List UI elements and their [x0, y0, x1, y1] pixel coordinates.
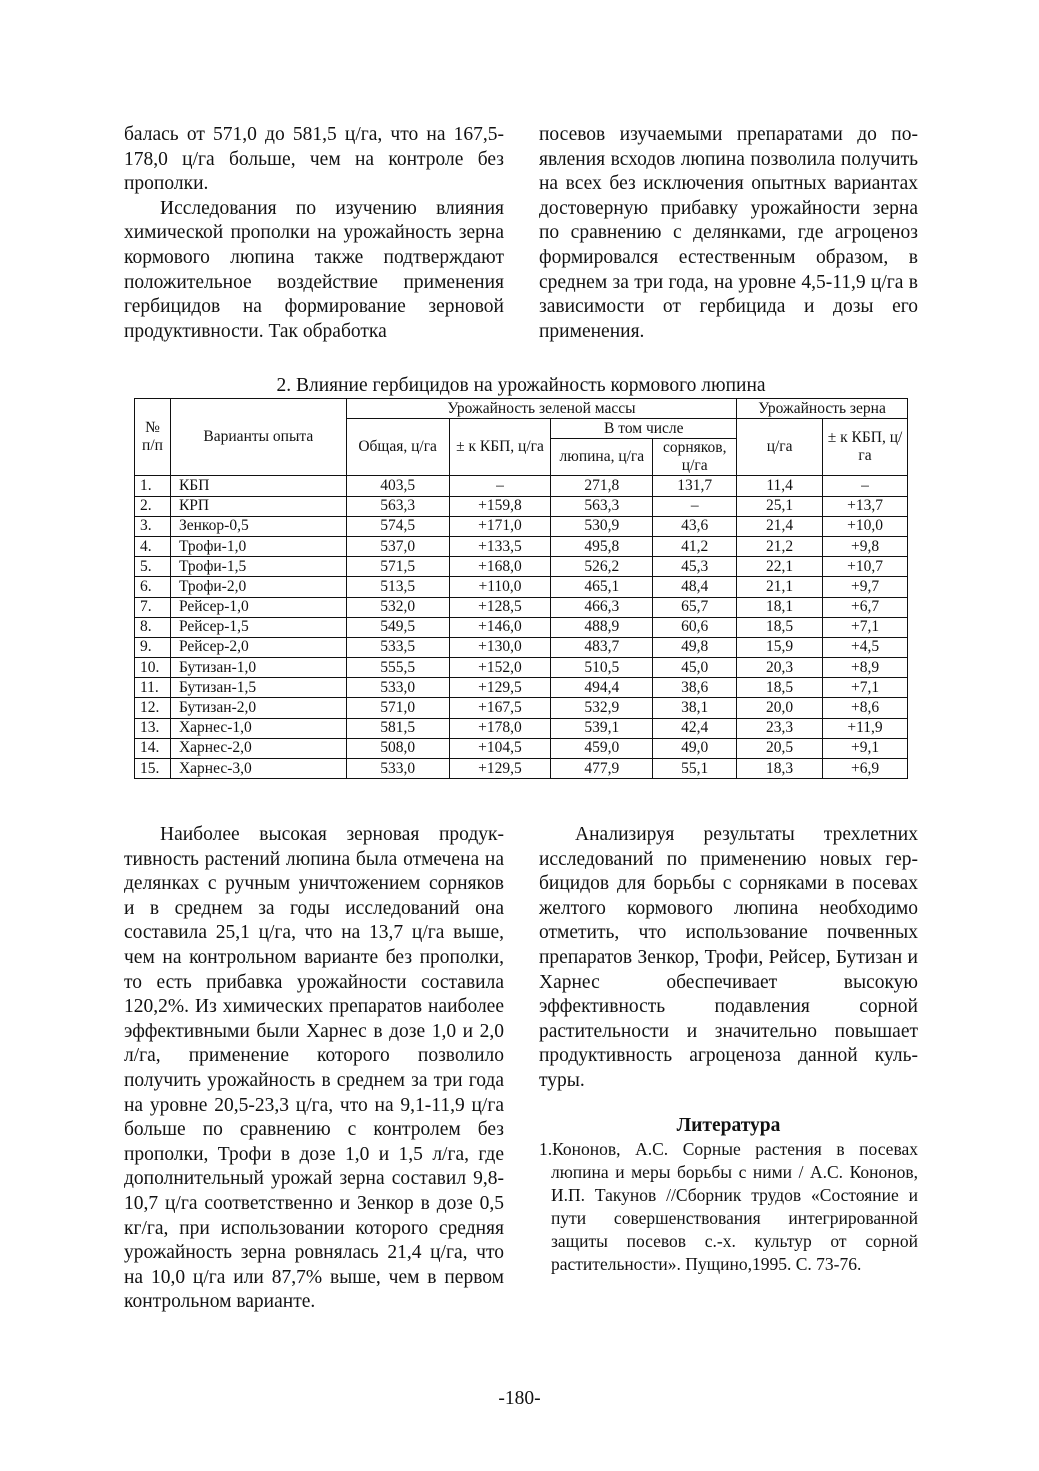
paragraph: посевов изучаемыми препаратами до появления всходов люпина позволила получить на всех без исключения опытных вариантах достоверную прибавку урожайности зерна по сравнению с делянками, где агроценоз формировался естественным образом, в среднем за три года, на уровне 4,5-11,9 ц/га в зависимости от гербицида и дозы его применения.: [539, 124, 918, 342]
table-cell: 42,4: [653, 718, 737, 738]
header-grain: Урожайность зерна: [737, 399, 908, 419]
table-cell: Бутизан-1,0: [170, 658, 346, 678]
table-row: [135, 658, 908, 678]
table-cell: 574,5: [346, 516, 449, 536]
table-cell: 12.: [135, 698, 171, 718]
header-including: В том числе: [551, 419, 737, 439]
table-cell: Рейсер-1,5: [170, 617, 346, 637]
table-cell: Харнес-3,0: [170, 759, 346, 779]
table-cell: 20,0: [737, 698, 823, 718]
table-body: [135, 476, 908, 779]
table-cell: 41,2: [653, 536, 737, 556]
table-cell: Харнес-2,0: [170, 738, 346, 758]
table-cell: +10,0: [823, 516, 908, 536]
table-cell: 571,0: [346, 698, 449, 718]
paragraph: Исследования по изучению влияния химической прополки на урожайность зерна кормового люпина также подтверждают положительное воздействие применения гербицидов на формирование зерновой продуктивности. Так обработка: [124, 197, 504, 342]
table-row: [135, 536, 908, 556]
table-cell: 60,6: [653, 617, 737, 637]
table-cell: 4.: [135, 536, 171, 556]
table-cell: 526,2: [551, 557, 653, 577]
table-cell: 49,0: [653, 738, 737, 758]
table-cell: 10.: [135, 658, 171, 678]
reference-item: 1.Кононов, А.С. Сорные растения в посевах люпина и меры борьбы с ними / А.С. Кононов, И.П. Такунов //Сборник трудов «Состояние и пути совершенствования интегрированной защиты посевов с.-х. культур от сорной растительности». Пущино,1995. С. 73-76.: [539, 1139, 918, 1275]
table-cell: Рейсер-2,0: [170, 637, 346, 657]
table-cell: 8.: [135, 617, 171, 637]
table-cell: 15,9: [737, 637, 823, 657]
table-cell: 483,7: [551, 637, 653, 657]
table-cell: 1.: [135, 476, 171, 496]
table-cell: +7,1: [823, 678, 908, 698]
table-cell: +9,8: [823, 536, 908, 556]
table-row: [135, 557, 908, 577]
table-row: [135, 637, 908, 657]
table-cell: 2.: [135, 496, 171, 516]
table-cell: 271,8: [551, 476, 653, 496]
table-cell: 510,5: [551, 658, 653, 678]
table-cell: +146,0: [449, 617, 551, 637]
table-cell: –: [823, 476, 908, 496]
table-cell: 20,5: [737, 738, 823, 758]
table-cell: 13.: [135, 718, 171, 738]
table-cell: 533,0: [346, 678, 449, 698]
table-cell: 513,5: [346, 577, 449, 597]
table-cell: +129,5: [449, 759, 551, 779]
table-cell: 563,3: [346, 496, 449, 516]
table-cell: 9.: [135, 637, 171, 657]
table-cell: +11,9: [823, 718, 908, 738]
table-caption: 2. Влияние гербицидов на урожайность кормового люпина: [276, 375, 766, 396]
table-row: [135, 678, 908, 698]
table-cell: 48,4: [653, 577, 737, 597]
table-cell: +9,7: [823, 577, 908, 597]
table-cell: 131,7: [653, 476, 737, 496]
table-cell: 533,0: [346, 759, 449, 779]
table-row: [135, 718, 908, 738]
results-table: [134, 398, 908, 779]
table-cell: 494,4: [551, 678, 653, 698]
table-cell: 38,1: [653, 698, 737, 718]
table-cell: 508,0: [346, 738, 449, 758]
table-cell: +8,6: [823, 698, 908, 718]
table-cell: 571,5: [346, 557, 449, 577]
table-cell: +167,5: [449, 698, 551, 718]
header-diff: ± к КБП, ц/га: [449, 419, 551, 476]
table-row: [135, 577, 908, 597]
table-cell: 532,9: [551, 698, 653, 718]
table-cell: +110,0: [449, 577, 551, 597]
table-cell: 539,1: [551, 718, 653, 738]
table-cell: +4,5: [823, 637, 908, 657]
paragraph: Наиболее высокая зерновая продуктивность растений люпина была отмечена на делянках с ручным уничтожением сорняков и в среднем за годы исследований она составила 25,1 ц/га, что на 13,7 ц/га выше, чем на контрольном варианте без прополки, то есть прибавка урожайности составила 120,2%. Из химических препаратов наиболее эффективными были Харнес в дозе 1,0 и 2,0 л/га, применение которого позволило получить урожайность в среднем за три года на уровне 20,5-23,3 ц/га, что на 9,1-11,9 ц/га больше по сравнению с контролем без прополки, Трофи в дозе 1,0 и 1,5 л/га, где дополнительный урожай зерна составил 9,8-10,7 ц/га соответственно и Зенкор в дозе 0,5 кг/га, при использовании которого средняя урожайность зерна ровнялась 21,4 ц/га, что на 10,0 ц/га или 87,7% выше, чем в первом контрольном варианте.: [124, 824, 504, 1313]
table-cell: 18,5: [737, 678, 823, 698]
table-cell: 5.: [135, 557, 171, 577]
table-cell: 563,3: [551, 496, 653, 516]
table-cell: +159,8: [449, 496, 551, 516]
table-cell: 488,9: [551, 617, 653, 637]
table-row: [135, 476, 908, 496]
table-cell: 466,3: [551, 597, 653, 617]
table-row: [135, 759, 908, 779]
table-cell: 465,1: [551, 577, 653, 597]
table-cell: 549,5: [346, 617, 449, 637]
table-cell: 21,1: [737, 577, 823, 597]
table-cell: 18,1: [737, 597, 823, 617]
table-cell: 533,5: [346, 637, 449, 657]
paragraph: балась от 571,0 до 581,5 ц/га, что на 167,5-178,0 ц/га больше, чем на контроле без прополки.: [124, 124, 504, 195]
table-cell: +130,0: [449, 637, 551, 657]
header-weeds: сорняков, ц/га: [653, 439, 737, 476]
table-cell: 15.: [135, 759, 171, 779]
table-cell: КБП: [170, 476, 346, 496]
header-lupin: люпина, ц/га: [551, 439, 653, 476]
table-cell: 45,3: [653, 557, 737, 577]
header-number: № п/п: [135, 399, 171, 476]
table-cell: 55,1: [653, 759, 737, 779]
header-green-mass: Урожайность зеленой массы: [346, 399, 736, 419]
table-row: [135, 698, 908, 718]
table-cell: 530,9: [551, 516, 653, 536]
table-cell: 555,5: [346, 658, 449, 678]
table-cell: Трофи-2,0: [170, 577, 346, 597]
table-cell: Трофи-1,0: [170, 536, 346, 556]
table-cell: 11.: [135, 678, 171, 698]
table-cell: –: [449, 476, 551, 496]
table-cell: +168,0: [449, 557, 551, 577]
table-cell: 45,0: [653, 658, 737, 678]
table-cell: 22,1: [737, 557, 823, 577]
table-cell: 21,4: [737, 516, 823, 536]
table-cell: Зенкор-0,5: [170, 516, 346, 536]
table-row: [135, 738, 908, 758]
table-cell: 21,2: [737, 536, 823, 556]
references-title: Литература: [676, 1114, 781, 1136]
bottom-left-column: [124, 823, 504, 1315]
table-cell: 20,3: [737, 658, 823, 678]
table-cell: Трофи-1,5: [170, 557, 346, 577]
table-cell: КРП: [170, 496, 346, 516]
table-row: [135, 496, 908, 516]
table-row: [135, 617, 908, 637]
table-cell: 537,0: [346, 536, 449, 556]
table-cell: 23,3: [737, 718, 823, 738]
table-cell: 532,0: [346, 597, 449, 617]
table-cell: 11,4: [737, 476, 823, 496]
table-cell: 6.: [135, 577, 171, 597]
table-cell: +6,9: [823, 759, 908, 779]
table-cell: +13,7: [823, 496, 908, 516]
table-cell: 477,9: [551, 759, 653, 779]
table-cell: +152,0: [449, 658, 551, 678]
table-cell: +171,0: [449, 516, 551, 536]
top-right-column: [539, 123, 918, 344]
table-cell: +178,0: [449, 718, 551, 738]
header-grain-diff: ± к КБП, ц/га: [823, 419, 908, 476]
table-row: [135, 516, 908, 536]
table-cell: 18,3: [737, 759, 823, 779]
header-total: Общая, ц/га: [346, 419, 449, 476]
page-number: -180-: [498, 1388, 541, 1409]
table-cell: 43,6: [653, 516, 737, 536]
table-cell: 7.: [135, 597, 171, 617]
table-cell: +6,7: [823, 597, 908, 617]
table-cell: +133,5: [449, 536, 551, 556]
table-cell: 49,8: [653, 637, 737, 657]
table-cell: +10,7: [823, 557, 908, 577]
table-cell: Бутизан-2,0: [170, 698, 346, 718]
table-cell: +128,5: [449, 597, 551, 617]
table-row: [135, 597, 908, 617]
table-cell: 65,7: [653, 597, 737, 617]
table-cell: 403,5: [346, 476, 449, 496]
table-cell: Рейсер-1,0: [170, 597, 346, 617]
table-cell: 495,8: [551, 536, 653, 556]
table-cell: +129,5: [449, 678, 551, 698]
table-cell: +8,9: [823, 658, 908, 678]
table-cell: 3.: [135, 516, 171, 536]
header-grain-yield: ц/га: [737, 419, 823, 476]
table-cell: 18,5: [737, 617, 823, 637]
table-cell: Бутизан-1,5: [170, 678, 346, 698]
references-list: [539, 1138, 918, 1276]
paragraph: Анализируя результаты трехлетних исследований по применению новых гербицидов для борьбы с сорняками в посевах желтого кормового люпина необходимо отметить, что использование почвенных препаратов Зенкор, Трофи, Рейсер, Бутизан и Харнес обеспечивает высокую эффективность подавления сорной растительности и значительно повышает продуктивность агроценоза данной культуры.: [539, 824, 918, 1091]
table-cell: +7,1: [823, 617, 908, 637]
table-cell: Харнес-1,0: [170, 718, 346, 738]
table-cell: 459,0: [551, 738, 653, 758]
table-cell: 38,6: [653, 678, 737, 698]
table-cell: +104,5: [449, 738, 551, 758]
table-cell: 581,5: [346, 718, 449, 738]
table-cell: 14.: [135, 738, 171, 758]
bottom-right-column: [539, 823, 918, 1276]
table-cell: –: [653, 496, 737, 516]
top-left-column: [124, 123, 504, 344]
table-cell: 25,1: [737, 496, 823, 516]
header-variant: Варианты опыта: [170, 399, 346, 476]
table-cell: +9,1: [823, 738, 908, 758]
